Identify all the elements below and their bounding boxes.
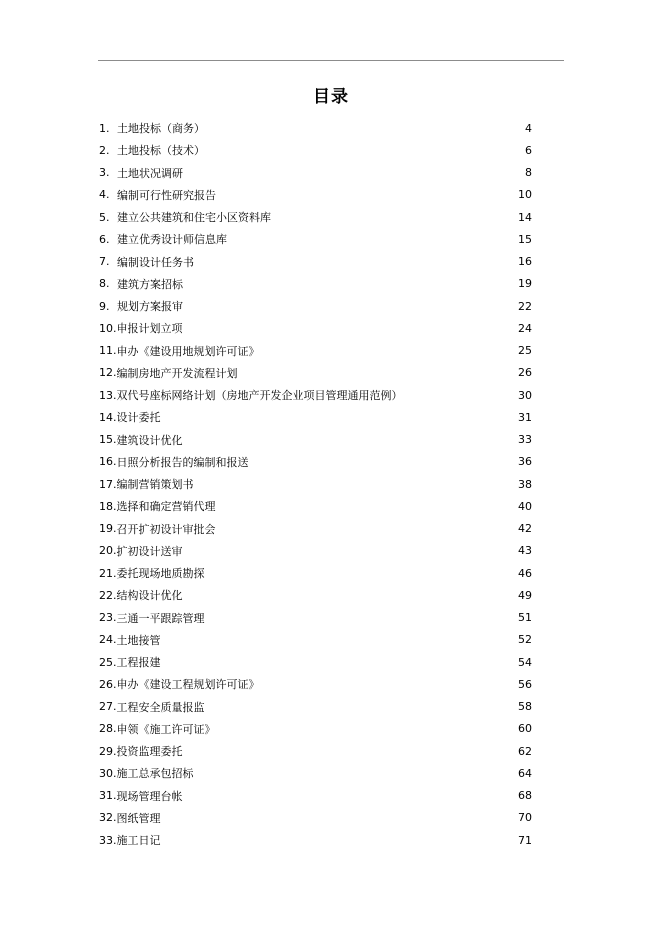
toc-entry-text: [99, 432, 183, 448]
toc-entry-number: 29.: [99, 744, 117, 758]
toc-entry[interactable]: [99, 117, 532, 139]
toc-entry-number: 13.: [99, 388, 117, 402]
toc-entry-text: [99, 209, 271, 225]
toc-entry[interactable]: [99, 406, 532, 428]
toc-entry-label: 委托现场地质勘探: [116, 567, 205, 581]
toc-entry-text: [99, 165, 183, 181]
toc-entry-page-number: 25: [518, 344, 532, 358]
toc-entry-text: [99, 454, 249, 470]
toc-entry-text: [99, 832, 161, 848]
toc-entry-page-number: 46: [518, 566, 532, 580]
toc-entry-number: 33.: [99, 833, 117, 847]
toc-entry-page-number: 60: [518, 722, 532, 736]
toc-entry-number: 7.: [99, 255, 110, 269]
toc-entry[interactable]: [99, 473, 532, 495]
toc-entry-label: 设计委托: [116, 411, 161, 425]
toc-entry[interactable]: [99, 584, 532, 606]
toc-entry-text: [99, 231, 227, 247]
toc-entry-text: [99, 743, 183, 759]
toc-entry-label: 规划方案报审: [117, 300, 183, 314]
toc-entry-text: [99, 365, 238, 381]
toc-entry-page-number: 19: [518, 277, 532, 291]
toc-entry-page-number: 16: [518, 255, 532, 269]
toc-entry-number: 22.: [99, 588, 117, 602]
toc-entry[interactable]: [99, 807, 532, 829]
toc-entry-label: 日照分析报告的编制和报送: [116, 455, 249, 469]
toc-entry-page-number: 62: [518, 744, 532, 758]
toc-entry-page-number: 71: [518, 833, 532, 847]
toc-entry-page-number: 70: [518, 811, 532, 825]
toc-entry-number: 12.: [99, 366, 117, 380]
toc-entry-text: [99, 587, 183, 603]
toc-entry[interactable]: [99, 451, 532, 473]
toc-entry-label: 编制房地产开发流程计划: [116, 366, 238, 380]
toc-entry-number: 2.: [99, 143, 110, 157]
toc-entry-number: 4.: [99, 188, 110, 202]
toc-entry[interactable]: [99, 429, 532, 451]
toc-entry-number: 27.: [99, 700, 117, 714]
toc-entry[interactable]: [99, 139, 532, 161]
toc-entry-page-number: 64: [518, 766, 532, 780]
toc-entry-text: [99, 543, 183, 559]
toc-entry-number: 17.: [99, 477, 117, 491]
toc-entry[interactable]: [99, 718, 532, 740]
toc-entry-label: 申办《建设工程规划许可证》: [116, 678, 260, 692]
toc-entry-page-number: 31: [518, 410, 532, 424]
toc-entry-number: 3.: [99, 166, 110, 180]
toc-entry[interactable]: [99, 251, 532, 273]
toc-entry-label: 编制设计任务书: [117, 255, 194, 269]
toc-entry[interactable]: [99, 651, 532, 673]
toc-entry-label: 三通一平跟踪管理: [116, 611, 205, 625]
toc-entry-text: [99, 387, 403, 403]
toc-entry-label: 土地投标（技术）: [117, 144, 205, 158]
toc-entry-text: [99, 320, 183, 336]
toc-entry-page-number: 36: [518, 455, 532, 469]
toc-entry-number: 8.: [99, 277, 110, 291]
toc-entry-page-number: 26: [518, 366, 532, 380]
toc-entry-number: 10.: [99, 321, 117, 335]
toc-entry-text: [99, 565, 205, 581]
toc-entry-number: 24.: [99, 633, 117, 647]
toc-entry-number: 31.: [99, 789, 117, 803]
toc-entry-text: [99, 254, 194, 270]
toc-entry[interactable]: [99, 228, 532, 250]
toc-entry[interactable]: [99, 340, 532, 362]
toc-entry-label: 申领《施工许可证》: [116, 722, 216, 736]
toc-entry-text: [99, 654, 161, 670]
toc-entry[interactable]: [99, 607, 532, 629]
toc-entry-number: 9.: [99, 299, 110, 313]
toc-entry[interactable]: [99, 317, 532, 339]
toc-entry-number: 21.: [99, 566, 117, 580]
toc-entry-page-number: 24: [518, 321, 532, 335]
toc-entry[interactable]: [99, 362, 532, 384]
toc-entry-number: 14.: [99, 410, 117, 424]
header-rule: [98, 60, 564, 61]
toc-entry[interactable]: [99, 696, 532, 718]
toc-entry-page-number: 49: [518, 588, 532, 602]
toc-entry-page-number: 54: [518, 655, 532, 669]
toc-entry-number: 23.: [99, 611, 117, 625]
toc-entry-text: [99, 521, 216, 537]
toc-entry[interactable]: [99, 184, 532, 206]
toc-entry-page-number: 68: [518, 789, 532, 803]
toc-entry-text: [99, 409, 161, 425]
toc-entry[interactable]: [99, 740, 532, 762]
toc-entry[interactable]: [99, 673, 532, 695]
toc-entry[interactable]: [99, 495, 532, 517]
toc-entry-page-number: 38: [518, 477, 532, 491]
toc-entry-label: 土地投标（商务）: [117, 122, 205, 136]
toc-entry-label: 现场管理台帐: [116, 789, 183, 803]
toc-entry-page-number: 8: [525, 166, 532, 180]
toc-entry-text: [99, 498, 216, 514]
toc-entry-number: 18.: [99, 499, 117, 513]
toc-entry[interactable]: [99, 518, 532, 540]
toc-entry-label: 工程安全质量报监: [116, 700, 205, 714]
toc-entry[interactable]: [99, 206, 532, 228]
toc-entry[interactable]: [99, 829, 532, 851]
toc-entry-text: [99, 298, 183, 314]
toc-entry-page-number: 10: [518, 188, 532, 202]
toc-entry-text: [99, 187, 216, 203]
toc-entry[interactable]: [99, 762, 532, 784]
toc-entry-page-number: 43: [518, 544, 532, 558]
toc-entry-number: 15.: [99, 433, 117, 447]
toc-entry-page-number: 30: [518, 388, 532, 402]
toc-entry-text: [99, 765, 194, 781]
toc-entry-label: 建筑方案招标: [117, 277, 183, 291]
toc-entry-text: [99, 721, 216, 737]
toc-entry-text: [99, 343, 260, 359]
toc-entry[interactable]: [99, 273, 532, 295]
toc-entry-label: 建筑设计优化: [116, 433, 183, 447]
toc-entry-label: 双代号座标网络计划（房地产开发企业项目管理通用范例）: [116, 389, 403, 403]
toc-entry-label: 工程报建: [116, 656, 161, 670]
toc-entry-label: 编制可行性研究报告: [117, 188, 216, 202]
toc-entry-label: 结构设计优化: [116, 589, 183, 603]
toc-entry-number: 20.: [99, 544, 117, 558]
toc-entry-label: 土地状况调研: [117, 166, 183, 180]
toc-entry-number: 28.: [99, 722, 117, 736]
toc-entry-label: 召开扩初设计审批会: [116, 522, 216, 536]
toc-entry-page-number: 15: [518, 232, 532, 246]
toc-entry-label: 编制营销策划书: [116, 478, 194, 492]
toc-entry-label: 申报计划立项: [116, 322, 183, 336]
toc-entry-text: [99, 632, 161, 648]
toc-entry[interactable]: [99, 540, 532, 562]
toc-entry-page-number: 33: [518, 433, 532, 447]
toc-entry-text: [99, 610, 205, 626]
toc-entry[interactable]: [99, 384, 532, 406]
toc-entry-number: 1.: [99, 121, 110, 135]
toc-entry-text: [99, 788, 183, 804]
toc-entry-page-number: 56: [518, 677, 532, 691]
toc-entry-number: 6.: [99, 232, 110, 246]
toc-entry-number: 26.: [99, 677, 117, 691]
toc-entry[interactable]: [99, 785, 532, 807]
toc-entry-page-number: 51: [518, 611, 532, 625]
toc-entry-page-number: 4: [525, 121, 532, 135]
toc-entry-text: [99, 476, 194, 492]
toc-entry-page-number: 52: [518, 633, 532, 647]
toc-entry-label: 投资监理委托: [116, 745, 183, 759]
toc-entry-text: [99, 699, 205, 715]
toc-entry-label: 申办《建设用地规划许可证》: [116, 344, 260, 358]
toc-entry-page-number: 40: [518, 499, 532, 513]
toc-entry-page-number: 42: [518, 522, 532, 536]
toc-entry-text: [99, 810, 161, 826]
toc-entry-label: 图纸管理: [116, 811, 161, 825]
toc-entry-page-number: 22: [518, 299, 532, 313]
toc-entry-number: 32.: [99, 811, 117, 825]
toc-entry[interactable]: [99, 295, 532, 317]
toc-entry-text: [99, 676, 260, 692]
toc-entry[interactable]: [99, 562, 532, 584]
toc-entry-label: 建立公共建筑和住宅小区资料库: [117, 211, 271, 225]
toc-entry-text: [99, 120, 205, 136]
toc-entry-number: 30.: [99, 766, 117, 780]
toc-entry-label: 选择和确定营销代理: [116, 500, 216, 514]
toc-entry[interactable]: [99, 629, 532, 651]
toc-list: [99, 117, 532, 851]
toc-entry-number: 19.: [99, 522, 117, 536]
toc-entry-number: 5.: [99, 210, 110, 224]
toc-entry-text: [99, 142, 205, 158]
toc-entry-page-number: 58: [518, 700, 532, 714]
toc-entry-label: 扩初设计送审: [116, 544, 183, 558]
toc-entry-label: 施工总承包招标: [116, 767, 194, 781]
toc-entry-number: 11.: [99, 344, 117, 358]
toc-entry-label: 建立优秀设计师信息库: [117, 233, 227, 247]
toc-title: 目录: [313, 87, 349, 107]
toc-entry[interactable]: [99, 162, 532, 184]
toc-entry-page-number: 6: [525, 143, 532, 157]
toc-entry-label: 施工日记: [116, 834, 161, 848]
toc-entry-text: [99, 276, 183, 292]
toc-entry-number: 25.: [99, 655, 117, 669]
toc-entry-page-number: 14: [518, 210, 532, 224]
toc-entry-number: 16.: [99, 455, 117, 469]
toc-entry-label: 土地接管: [116, 633, 161, 647]
